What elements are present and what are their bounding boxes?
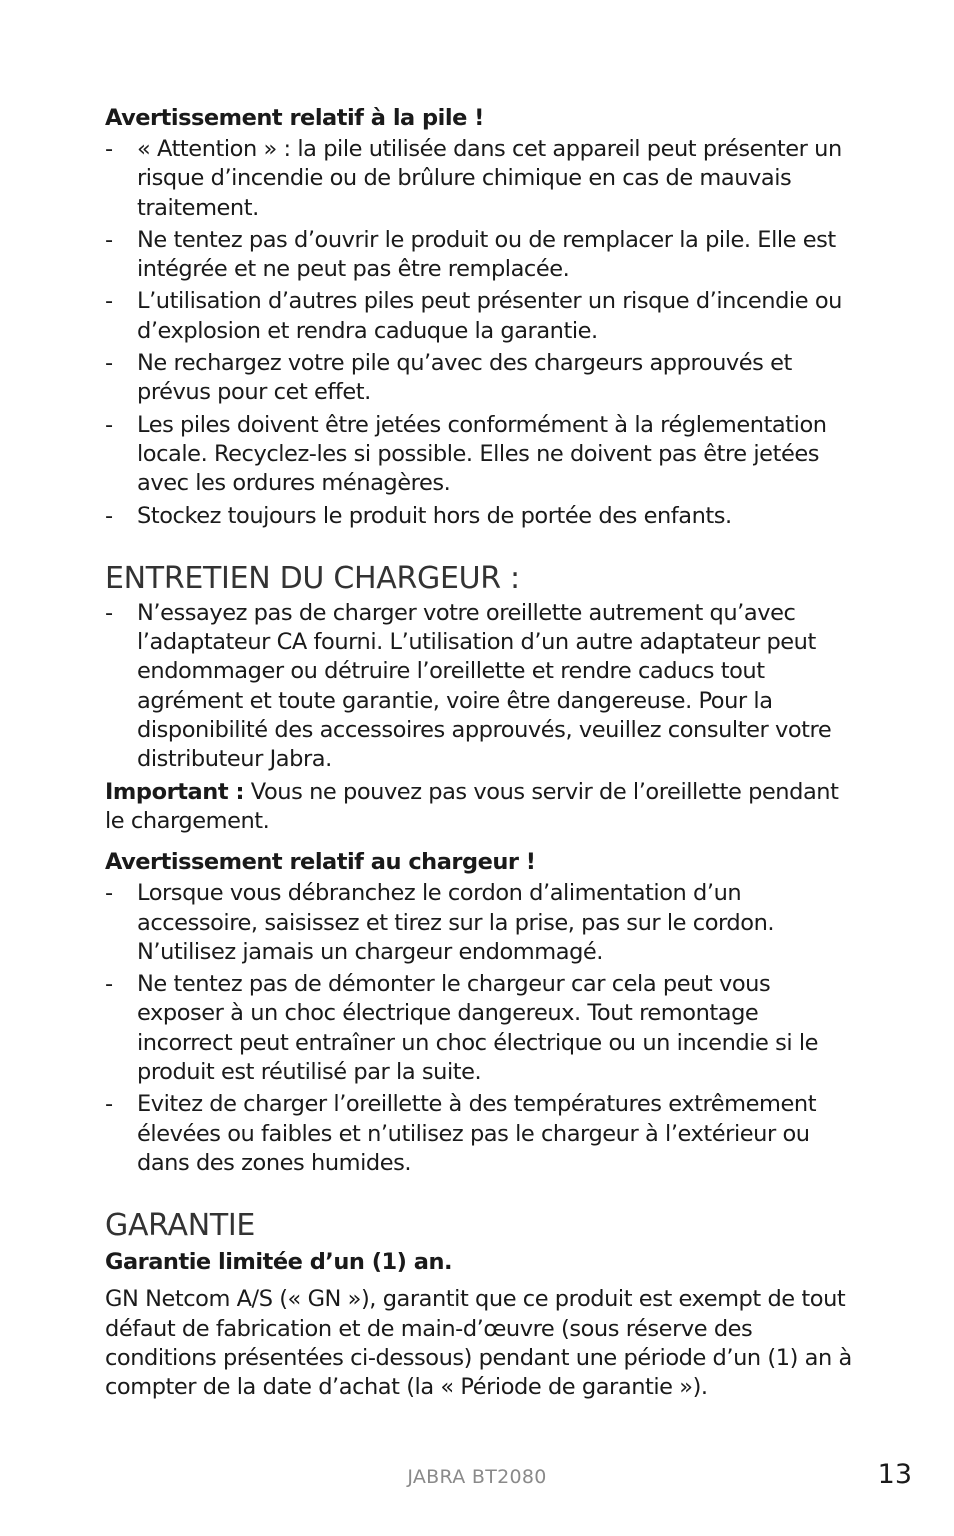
- dash-bullet: -: [105, 599, 113, 626]
- dash-bullet: -: [105, 411, 113, 438]
- dash-bullet: -: [105, 1091, 113, 1118]
- list-item: - Ne rechargez votre pile qu’avec des chargeurs approuvés et prévus pour cet effet.: [105, 350, 792, 406]
- list-item: - Ne tentez pas d’ouvrir le produit ou de remplacer la pile. Elle est intégrée et ne peut pas être remplacée.: [105, 226, 836, 283]
- important-label: Important :: [105, 778, 245, 805]
- list-item: - « Attention » : la pile utilisée dans cet appareil peut présenter un risque d’incendie ou de brûlure chimique en cas de mauvais traitement.: [105, 136, 842, 221]
- charger-care-title: ENTRETIEN DU CHARGEUR :: [105, 560, 520, 596]
- list-item: - Ne tentez pas de démonter le chargeur car cela peut vous exposer à un choc électrique dangereux. Tout remontage incorrect peut entraîner un choc électrique ou un incendie si le produit est réutilisé par la suite.: [105, 971, 819, 1086]
- dash-bullet: -: [105, 880, 113, 907]
- dash-bullet: -: [105, 288, 113, 315]
- dash-bullet: -: [105, 350, 113, 377]
- list-item: - N’essayez pas de charger votre oreillette autrement qu’avec l’adaptateur CA fourni. L’utilisation d’un autre adaptateur peut endommager ou détruire l’oreillette et rendre caducs tout agrément et toute garantie, voire être dangereuse. Pour la disponibilité des accessoires approuvés, veuillez consulter votre distributeur Jabra.: [105, 599, 832, 773]
- footer-brand: JABRA BT2080: [407, 1466, 547, 1488]
- dash-bullet: -: [105, 971, 113, 998]
- charger-warning-list: [105, 879, 855, 1178]
- charger-care-list: [105, 599, 855, 775]
- important-note: Important : Vous ne pouvez pas vous servir de l’oreillette pendant le chargement.: [105, 778, 839, 834]
- dash-bullet: -: [105, 226, 113, 253]
- list-item: - Les piles doivent être jetées conformément à la réglementation locale. Recyclez-les si possible. Elles ne doivent pas être jetées avec les ordures ménagères.: [105, 411, 827, 497]
- warranty-body: GN Netcom A/S (« GN »), garantit que ce produit est exempt de tout défaut de fabrication et de main-d’œuvre (sous réserve des conditions présentées ci-dessous) pendant une période d’un (1) an à compter de la date d’achat (la « Période de garantie »).: [105, 1286, 852, 1401]
- list-item: - Stockez toujours le produit hors de portée des enfants.: [105, 502, 855, 531]
- page-number: 13: [877, 1459, 912, 1490]
- dash-bullet: -: [105, 136, 113, 162]
- warranty-title: GARANTIE: [105, 1208, 256, 1244]
- battery-warning-heading: Avertissement relatif à la pile !: [105, 105, 484, 131]
- list-item: - Evitez de charger l’oreillette à des températures extrêmement élevées ou faibles et n’utilisez pas le chargeur à l’extérieur ou dans des zones humides.: [105, 1091, 817, 1176]
- charger-warning-heading: Avertissement relatif au chargeur !: [105, 849, 536, 876]
- document-page: [105, 104, 855, 1402]
- list-item: - L’utilisation d’autres piles peut présenter un risque d’incendie ou d’explosion et rendra caduque la garantie.: [105, 288, 842, 344]
- list-item: - Lorsque vous débranchez le cordon d’alimentation d’un accessoire, saisissez et tirez sur la prise, pas sur le cordon. N’utilisez jamais un chargeur endommagé.: [105, 880, 775, 965]
- warranty-subheading: Garantie limitée d’un (1) an.: [105, 1249, 453, 1276]
- battery-warning-list: [105, 135, 855, 531]
- dash-bullet: -: [105, 502, 113, 529]
